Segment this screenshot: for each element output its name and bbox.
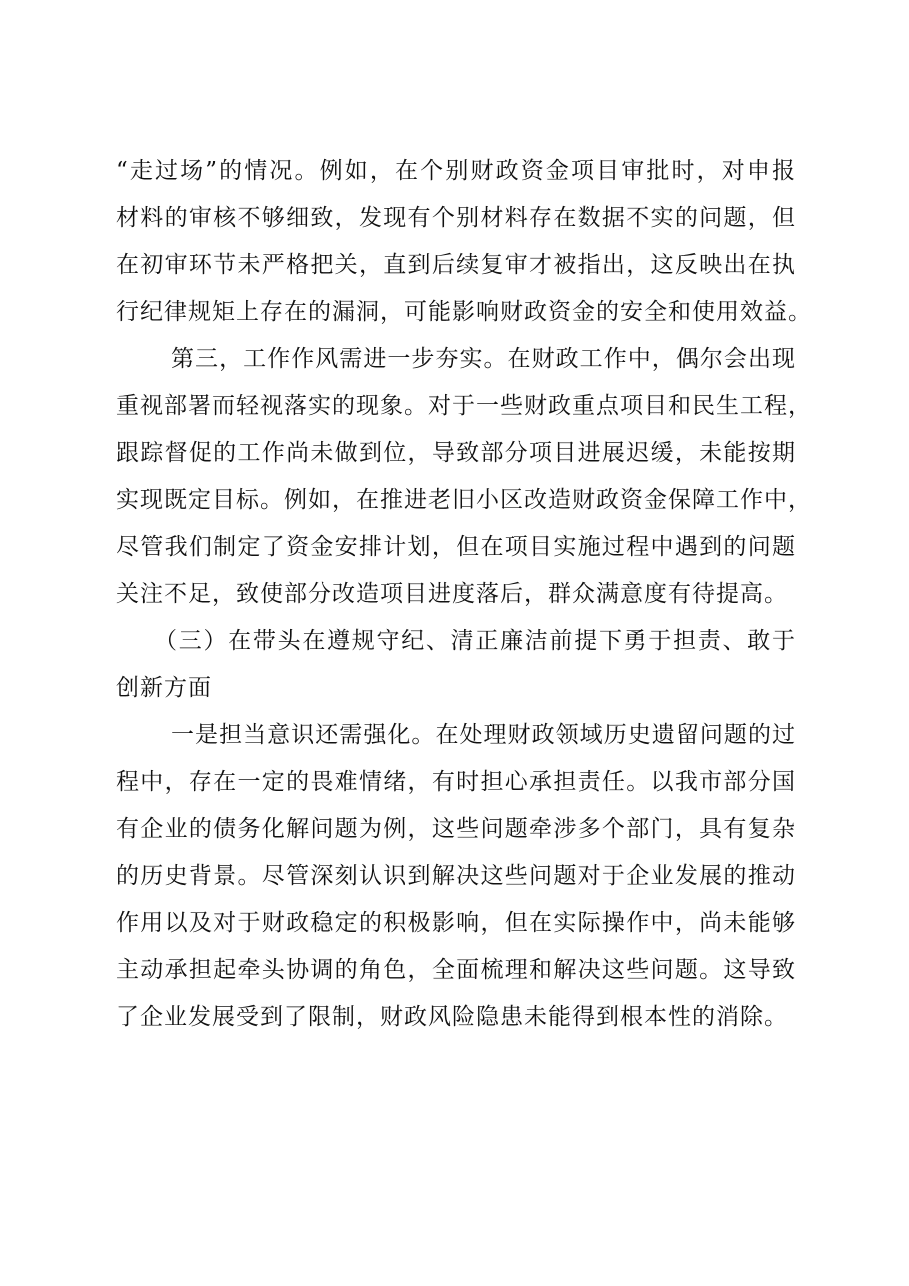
section-heading-line: 创新方面 — [116, 675, 212, 701]
paragraph-line: 在初审环节未严格把关，直到后续复审才被指出，这反映出在执 — [116, 252, 796, 278]
paragraph-line: “走过场”的情况。例如，在个别财政资金项目审批时，对申报 — [116, 158, 796, 184]
paragraph-line: 有企业的债务化解问题为例，这些问题牵涉多个部门，具有复杂 — [116, 816, 796, 842]
paragraph-line: 程中，存在一定的畏难情绪，有时担心承担责任。以我市部分国 — [116, 769, 796, 795]
paragraph-line: 的历史背景。尽管深刻认识到解决这些问题对于企业发展的推动 — [116, 863, 796, 889]
paragraph-line: 重视部署而轻视落实的现象。对于一些财政重点项目和民生工程， — [116, 393, 812, 419]
paragraph-line: 第三，工作作风需进一步夯实。在财政工作中，偶尔会出现 — [171, 346, 796, 372]
paragraph-line: 材料的审核不够细致，发现有个别材料存在数据不实的问题，但 — [116, 205, 796, 231]
paragraph-line: 一是担当意识还需强化。在处理财政领域历史遗留问题的过 — [171, 722, 796, 748]
paragraph-line: 关注不足，致使部分改造项目进度落后，群众满意度有待提高。 — [116, 581, 788, 607]
paragraph-line: 实现既定目标。例如，在推进老旧小区改造财政资金保障工作中， — [116, 487, 812, 513]
paragraph-line: 作用以及对于财政稳定的积极影响，但在实际操作中，尚未能够 — [116, 910, 796, 936]
paragraph-line: 了企业发展受到了限制，财政风险隐患未能得到根本性的消除。 — [116, 1004, 788, 1030]
paragraph-line: 尽管我们制定了资金安排计划，但在项目实施过程中遇到的问题 — [116, 534, 796, 560]
paragraph-line: 行纪律规矩上存在的漏洞，可能影响财政资金的安全和使用效益。 — [116, 299, 812, 325]
document-body — [116, 148, 812, 1041]
paragraph-line: 主动承担起牵头协调的角色，全面梳理和解决这些问题。这导致 — [116, 957, 796, 983]
paragraph-line: 跟踪督促的工作尚未做到位，导致部分项目进展迟缓，未能按期 — [116, 440, 796, 466]
section-heading-line: （三）在带头在遵规守纪、清正廉洁前提下勇于担责、敢于 — [154, 628, 796, 654]
